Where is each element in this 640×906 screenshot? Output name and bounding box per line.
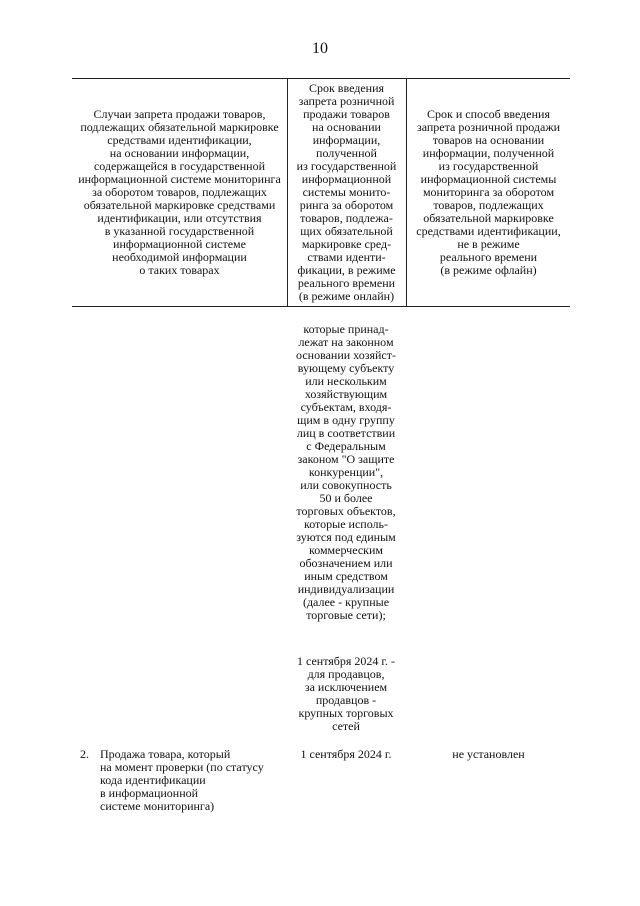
table-row-online-date: 1 сентября 2024 г. bbox=[300, 747, 392, 761]
table-row-offline-value: не установлен bbox=[452, 747, 525, 761]
table-cell-continuation-date: 1 сентября 2024 г. - для продавцов, за исключением продавцов - крупных торговых сетей bbox=[296, 654, 395, 733]
table-column-divider bbox=[406, 78, 407, 306]
table-header-cell-cases bbox=[74, 79, 285, 305]
table-row-number: 2. bbox=[80, 747, 89, 761]
page-number: 10 bbox=[312, 40, 328, 57]
table-header-cell-offline-deadline bbox=[408, 79, 569, 305]
table-header-cell-online-deadline bbox=[289, 79, 404, 305]
table-header-text: Срок и способ введения запрета розничной продажи товаров на основании информации, полученной из государственной информационной системы мониторинга за оборотом товаров, подлежащих обязательной маркировке средствами идентификации, не в режиме реального времени (в режиме офлайн) bbox=[416, 106, 561, 277]
table-column-divider bbox=[287, 78, 288, 306]
table-header-text: Случаи запрета продажи товаров, подлежащих обязательной маркировке средствами идентификации, на основании информации, содержащейся в государственной информационной системе мониторинга за оборотом товаров, подлежащих обязательной маркировке средствами идентификации, или отсутствия в указанной государственной информационной системе необходимой информации о таких товарах bbox=[78, 106, 281, 277]
table-row-description: Продажа товара, который на момент проверки (по статусу кода идентификации в информационной системе мониторинга) bbox=[100, 747, 264, 813]
table-header-bottom-border bbox=[72, 306, 570, 307]
table-header-text: Срок введения запрета розничной продажи товаров на основании информации, полученной из государственной информационной системы монито- ринга за оборотом товаров, подлежа- щих обязательной маркировке сред- ствами иденти- фикации, в режиме реального времени (в режиме онлайн) bbox=[296, 80, 397, 303]
table-cell-continuation-text: которые принад- лежат на законном основании хозяйст- вующему субъекту или нескольким хозяйствующим субъектам, входя- щим в одну группу лиц в соответствии с Федеральным законом "О защите конкуренции", или совокупность 50 и более торговых объектов, которые исполь- зуются под единым коммерческим обозначением или иным средством индивидуализации (далее - крупные торговые сети); bbox=[296, 322, 396, 622]
